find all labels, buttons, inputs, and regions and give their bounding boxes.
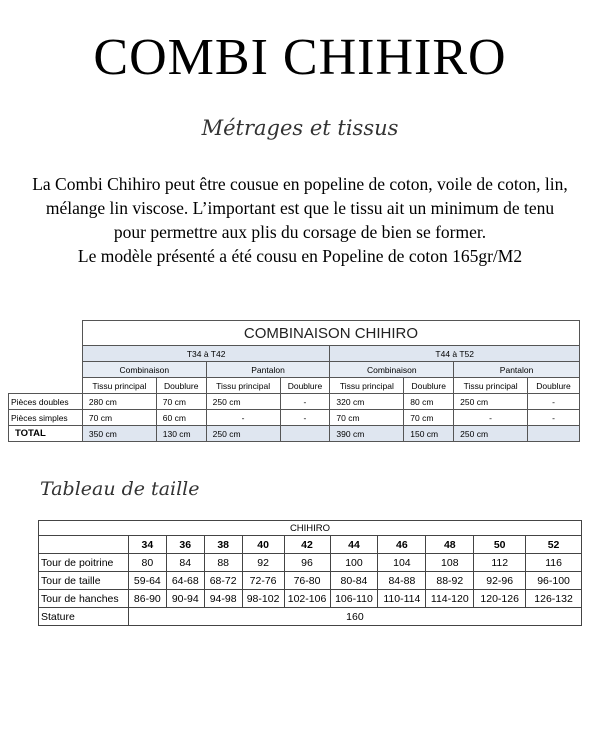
table-cell: 250 cm bbox=[206, 426, 280, 442]
table-cell: 68-72 bbox=[204, 572, 242, 590]
table-cell: 70 cm bbox=[404, 410, 454, 426]
table-cell: 106-110 bbox=[330, 590, 378, 608]
table-cell: 88-92 bbox=[426, 572, 474, 590]
table-cell: 70 cm bbox=[330, 410, 404, 426]
size-label: 46 bbox=[378, 536, 426, 554]
col-main-fabric: Tissu principal bbox=[330, 378, 404, 394]
table-row-total bbox=[9, 426, 580, 442]
table-cell: 112 bbox=[474, 554, 526, 572]
table-cell: 86-90 bbox=[128, 590, 166, 608]
table-row bbox=[39, 554, 582, 572]
table-cell: 70 cm bbox=[82, 410, 156, 426]
intro-text bbox=[28, 172, 572, 268]
size-table-title: CHIHIRO bbox=[39, 521, 582, 536]
size-label: 48 bbox=[426, 536, 474, 554]
group-pantalon: Pantalon bbox=[206, 362, 330, 378]
col-main-fabric: Tissu principal bbox=[206, 378, 280, 394]
row-label: Tour de hanches bbox=[39, 590, 129, 608]
col-lining: Doublure bbox=[528, 378, 580, 394]
col-lining: Doublure bbox=[156, 378, 206, 394]
table-cell: - bbox=[528, 394, 580, 410]
table-cell: 80-84 bbox=[330, 572, 378, 590]
table-cell: 114-120 bbox=[426, 590, 474, 608]
col-lining: Doublure bbox=[280, 378, 330, 394]
size-label: 36 bbox=[166, 536, 204, 554]
size-chart-heading: Tableau de taille bbox=[40, 478, 200, 500]
table-row bbox=[39, 590, 582, 608]
intro-paragraph-2: Le modèle présenté a été cousu en Popeline de coton 165gr/M2 bbox=[77, 246, 523, 266]
size-range-2: T44 à T52 bbox=[330, 346, 580, 362]
fabric-yardage-table bbox=[8, 320, 580, 442]
size-label: 42 bbox=[284, 536, 330, 554]
row-label: Pièces doubles bbox=[9, 394, 83, 410]
table-cell: 60 cm bbox=[156, 410, 206, 426]
table-cell bbox=[280, 426, 330, 442]
table-row-stature bbox=[39, 608, 582, 626]
table-cell: 120-126 bbox=[474, 590, 526, 608]
table-cell: 390 cm bbox=[330, 426, 404, 442]
row-label: Tour de taille bbox=[39, 572, 129, 590]
table-cell: 88 bbox=[204, 554, 242, 572]
row-label: Pièces simples bbox=[9, 410, 83, 426]
col-main-fabric: Tissu principal bbox=[454, 378, 528, 394]
table-cell: 76-80 bbox=[284, 572, 330, 590]
table-cell: 64-68 bbox=[166, 572, 204, 590]
row-label: Stature bbox=[39, 608, 129, 626]
table-cell: - bbox=[528, 410, 580, 426]
table-cell: 116 bbox=[526, 554, 582, 572]
table-cell: 130 cm bbox=[156, 426, 206, 442]
table-cell: 92-96 bbox=[474, 572, 526, 590]
table-cell: 80 cm bbox=[404, 394, 454, 410]
table-cell: 94-98 bbox=[204, 590, 242, 608]
table-cell: 84 bbox=[166, 554, 204, 572]
table-cell: 250 cm bbox=[454, 394, 528, 410]
size-label: 40 bbox=[242, 536, 284, 554]
section-subtitle-fabrics: Métrages et tissus bbox=[201, 116, 399, 140]
table-cell: 104 bbox=[378, 554, 426, 572]
table-row bbox=[9, 394, 580, 410]
group-combinaison: Combinaison bbox=[82, 362, 206, 378]
table-cell: 96 bbox=[284, 554, 330, 572]
table-cell: 98-102 bbox=[242, 590, 284, 608]
table-cell bbox=[528, 426, 580, 442]
table-cell: 250 cm bbox=[206, 394, 280, 410]
size-label: 44 bbox=[330, 536, 378, 554]
table-cell: 320 cm bbox=[330, 394, 404, 410]
table-cell: - bbox=[454, 410, 528, 426]
table-row bbox=[9, 410, 580, 426]
size-header-row bbox=[39, 536, 582, 554]
table-cell bbox=[39, 536, 129, 554]
table-cell: - bbox=[280, 394, 330, 410]
table-cell: 150 cm bbox=[404, 426, 454, 442]
size-label: 52 bbox=[526, 536, 582, 554]
table-cell: 108 bbox=[426, 554, 474, 572]
table-cell: 350 cm bbox=[82, 426, 156, 442]
table-cell: 126-132 bbox=[526, 590, 582, 608]
fabric-table-title: COMBINAISON CHIHIRO bbox=[82, 321, 579, 346]
table-cell: 80 bbox=[128, 554, 166, 572]
table-cell: 110-114 bbox=[378, 590, 426, 608]
size-chart-table bbox=[38, 520, 582, 626]
col-main-fabric: Tissu principal bbox=[82, 378, 156, 394]
group-pantalon: Pantalon bbox=[454, 362, 580, 378]
size-label: 38 bbox=[204, 536, 242, 554]
table-cell: 100 bbox=[330, 554, 378, 572]
size-label: 34 bbox=[128, 536, 166, 554]
table-cell: 72-76 bbox=[242, 572, 284, 590]
intro-paragraph-1: La Combi Chihiro peut être cousue en popeline de coton, voile de coton, lin, mélange lin viscose. L’important est que le tissu ait un minimum de tenu pour permettre aux plis du corsage de bien se former. bbox=[32, 174, 568, 242]
page-title: COMBI CHIHIRO bbox=[93, 29, 507, 86]
table-cell: - bbox=[206, 410, 280, 426]
size-range-1: T34 à T42 bbox=[82, 346, 330, 362]
col-lining: Doublure bbox=[404, 378, 454, 394]
table-cell: 96-100 bbox=[526, 572, 582, 590]
size-label: 50 bbox=[474, 536, 526, 554]
stature-value: 160 bbox=[128, 608, 581, 626]
table-cell: 250 cm bbox=[454, 426, 528, 442]
table-row bbox=[39, 572, 582, 590]
table-cell: 280 cm bbox=[82, 394, 156, 410]
row-label: Tour de poitrine bbox=[39, 554, 129, 572]
table-cell: 92 bbox=[242, 554, 284, 572]
table-cell: 59-64 bbox=[128, 572, 166, 590]
table-cell: 90-94 bbox=[166, 590, 204, 608]
table-cell: 84-88 bbox=[378, 572, 426, 590]
row-label: TOTAL bbox=[9, 426, 83, 442]
table-cell: 102-106 bbox=[284, 590, 330, 608]
table-cell: 70 cm bbox=[156, 394, 206, 410]
table-cell: - bbox=[280, 410, 330, 426]
group-combinaison: Combinaison bbox=[330, 362, 454, 378]
